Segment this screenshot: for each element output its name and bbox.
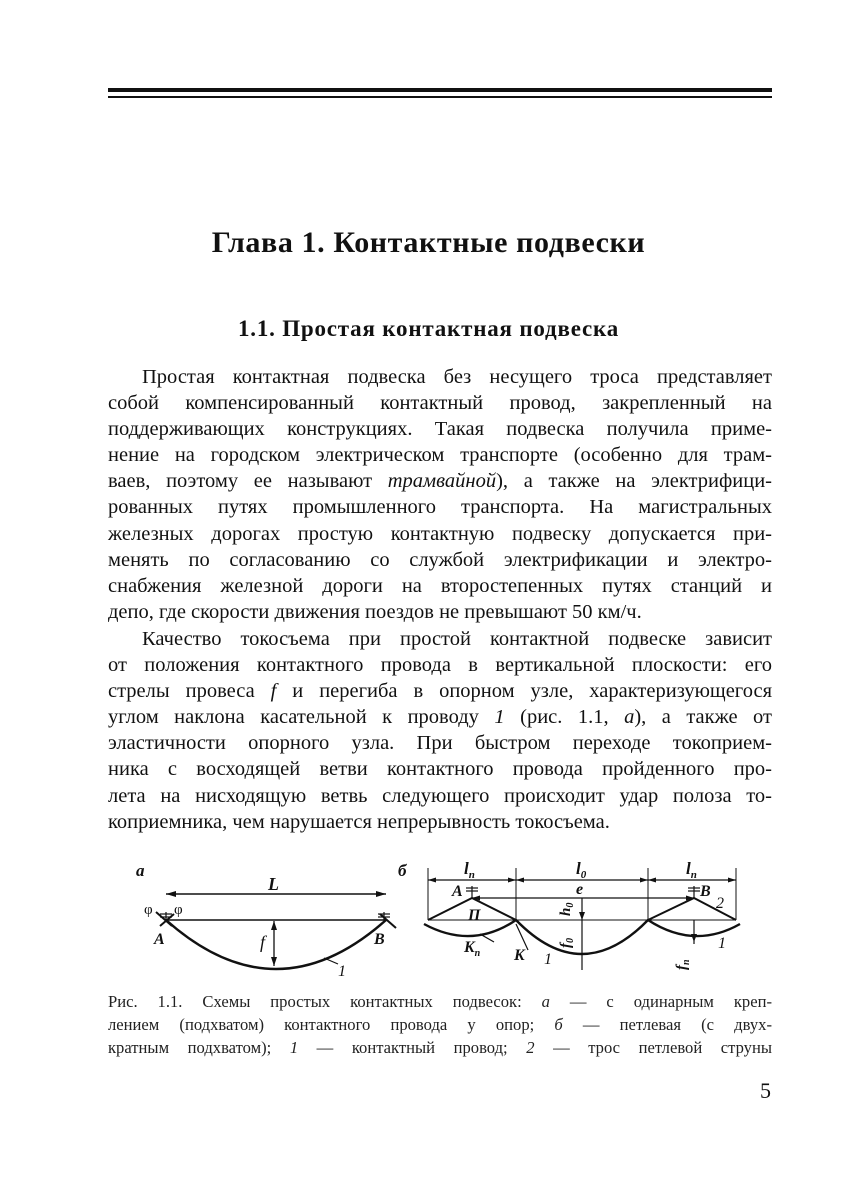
text-line: лета на нисходящую ветвь следующего происходит удар полоза то- [108, 784, 772, 807]
label-f0: $f_0$ [558, 938, 576, 948]
text-line: углом наклона касательной к проводу 1 (рис. 1.1, а), а также от [108, 706, 772, 729]
caption-line: Рис. 1.1. Схемы простых контактных подвесок: а — с одинарным креп- [108, 992, 772, 1011]
label-h0: $h_0$ [558, 902, 576, 916]
text-line: от положения контактного провода в вертикальной плоскости: его [108, 654, 772, 677]
term-italic: трамвайной [387, 470, 497, 493]
text-line: менять по согласованию со службой электрификации и электро- [108, 548, 772, 571]
span-lp-right: $l_п$ [686, 859, 697, 881]
figure-caption [108, 990, 772, 1059]
text-line: Качество токосъема при простой контактной подвеске зависит [142, 628, 772, 650]
text-line: ваев, поэтому ее называют трамвайной), а также на электрифици- [108, 470, 772, 493]
header-rule-thin [108, 96, 772, 98]
text-line: депо, где скорости движения поездов не превышают 50 км/ч. [108, 600, 642, 623]
span-label-L: L [268, 874, 279, 894]
panel-a-diagram [136, 861, 396, 980]
phi-right: φ [174, 902, 183, 918]
paragraph-2 [108, 626, 772, 835]
support-B-label: B [374, 931, 385, 948]
caption-line: лением (подхватом) контактного провода у опор; б — петлевая (с двух- [108, 1015, 772, 1034]
support-B-b: B [700, 883, 711, 900]
support-A-label: A [154, 931, 165, 948]
label-fp: $f_п$ [674, 959, 692, 970]
label-Kp: $K_п$ [464, 939, 481, 959]
span-lp-left: $l_п$ [464, 859, 475, 881]
section-title: 1.1. Простая контактная подвеска [237, 316, 620, 341]
text-line: нение на городском электрическом транспорте (особенно для трам- [108, 444, 772, 467]
text-line: снабжения железной дороги на второстепенных путях станций и [108, 574, 772, 597]
text-line: рованных путях промышленного транспорта. На магистральных [108, 496, 772, 519]
text-line: коприемника, чем нарушается непрерывность токосъема. [108, 810, 610, 833]
phi-left: φ [144, 902, 153, 918]
chapter-title: Глава 1. Контактные подвески [211, 226, 646, 259]
text-line: железных дорогах простую контактную подвеску допускается при- [108, 522, 772, 545]
span-e: e [576, 881, 584, 898]
panel-b-label: б [398, 861, 407, 880]
panel-a-label: а [136, 861, 145, 880]
span-l0: $l_0$ [576, 859, 587, 881]
sag-label-f: f [260, 932, 266, 952]
text-line: ника с восходящей ветви контактного провода пройденного про- [108, 758, 772, 781]
text-line: стрелы провеса f и перегиба в опорном узле, характеризующегося [108, 680, 772, 703]
panel-b-diagram [398, 859, 740, 970]
text-line: поддерживающих конструкциях. Такая подвеска получила приме- [108, 418, 772, 441]
text-line: Простая контактная подвеска без несущего троса представляет [142, 366, 772, 388]
label-1-right: 1 [718, 935, 726, 952]
text-line: эластичности опорного узла. При быстром переходе токоприем- [108, 732, 772, 755]
label-P: П [468, 907, 481, 924]
label-1-mid: 1 [544, 951, 552, 968]
label-K: K [514, 947, 525, 964]
text-line: собой компенсированный контактный провод, закрепленный на [108, 392, 772, 415]
page-number: 5 [760, 1078, 771, 1103]
caption-line: кратным подхватом); 1 — контактный провод; 2 — трос петлевой струны [108, 1038, 772, 1057]
header-rule-thick [108, 88, 772, 92]
wire-label-1: 1 [338, 963, 346, 980]
figure-1-1 [108, 858, 772, 980]
paragraph-1 [108, 364, 772, 625]
support-A-b: A [452, 883, 463, 900]
label-2: 2 [716, 895, 724, 912]
